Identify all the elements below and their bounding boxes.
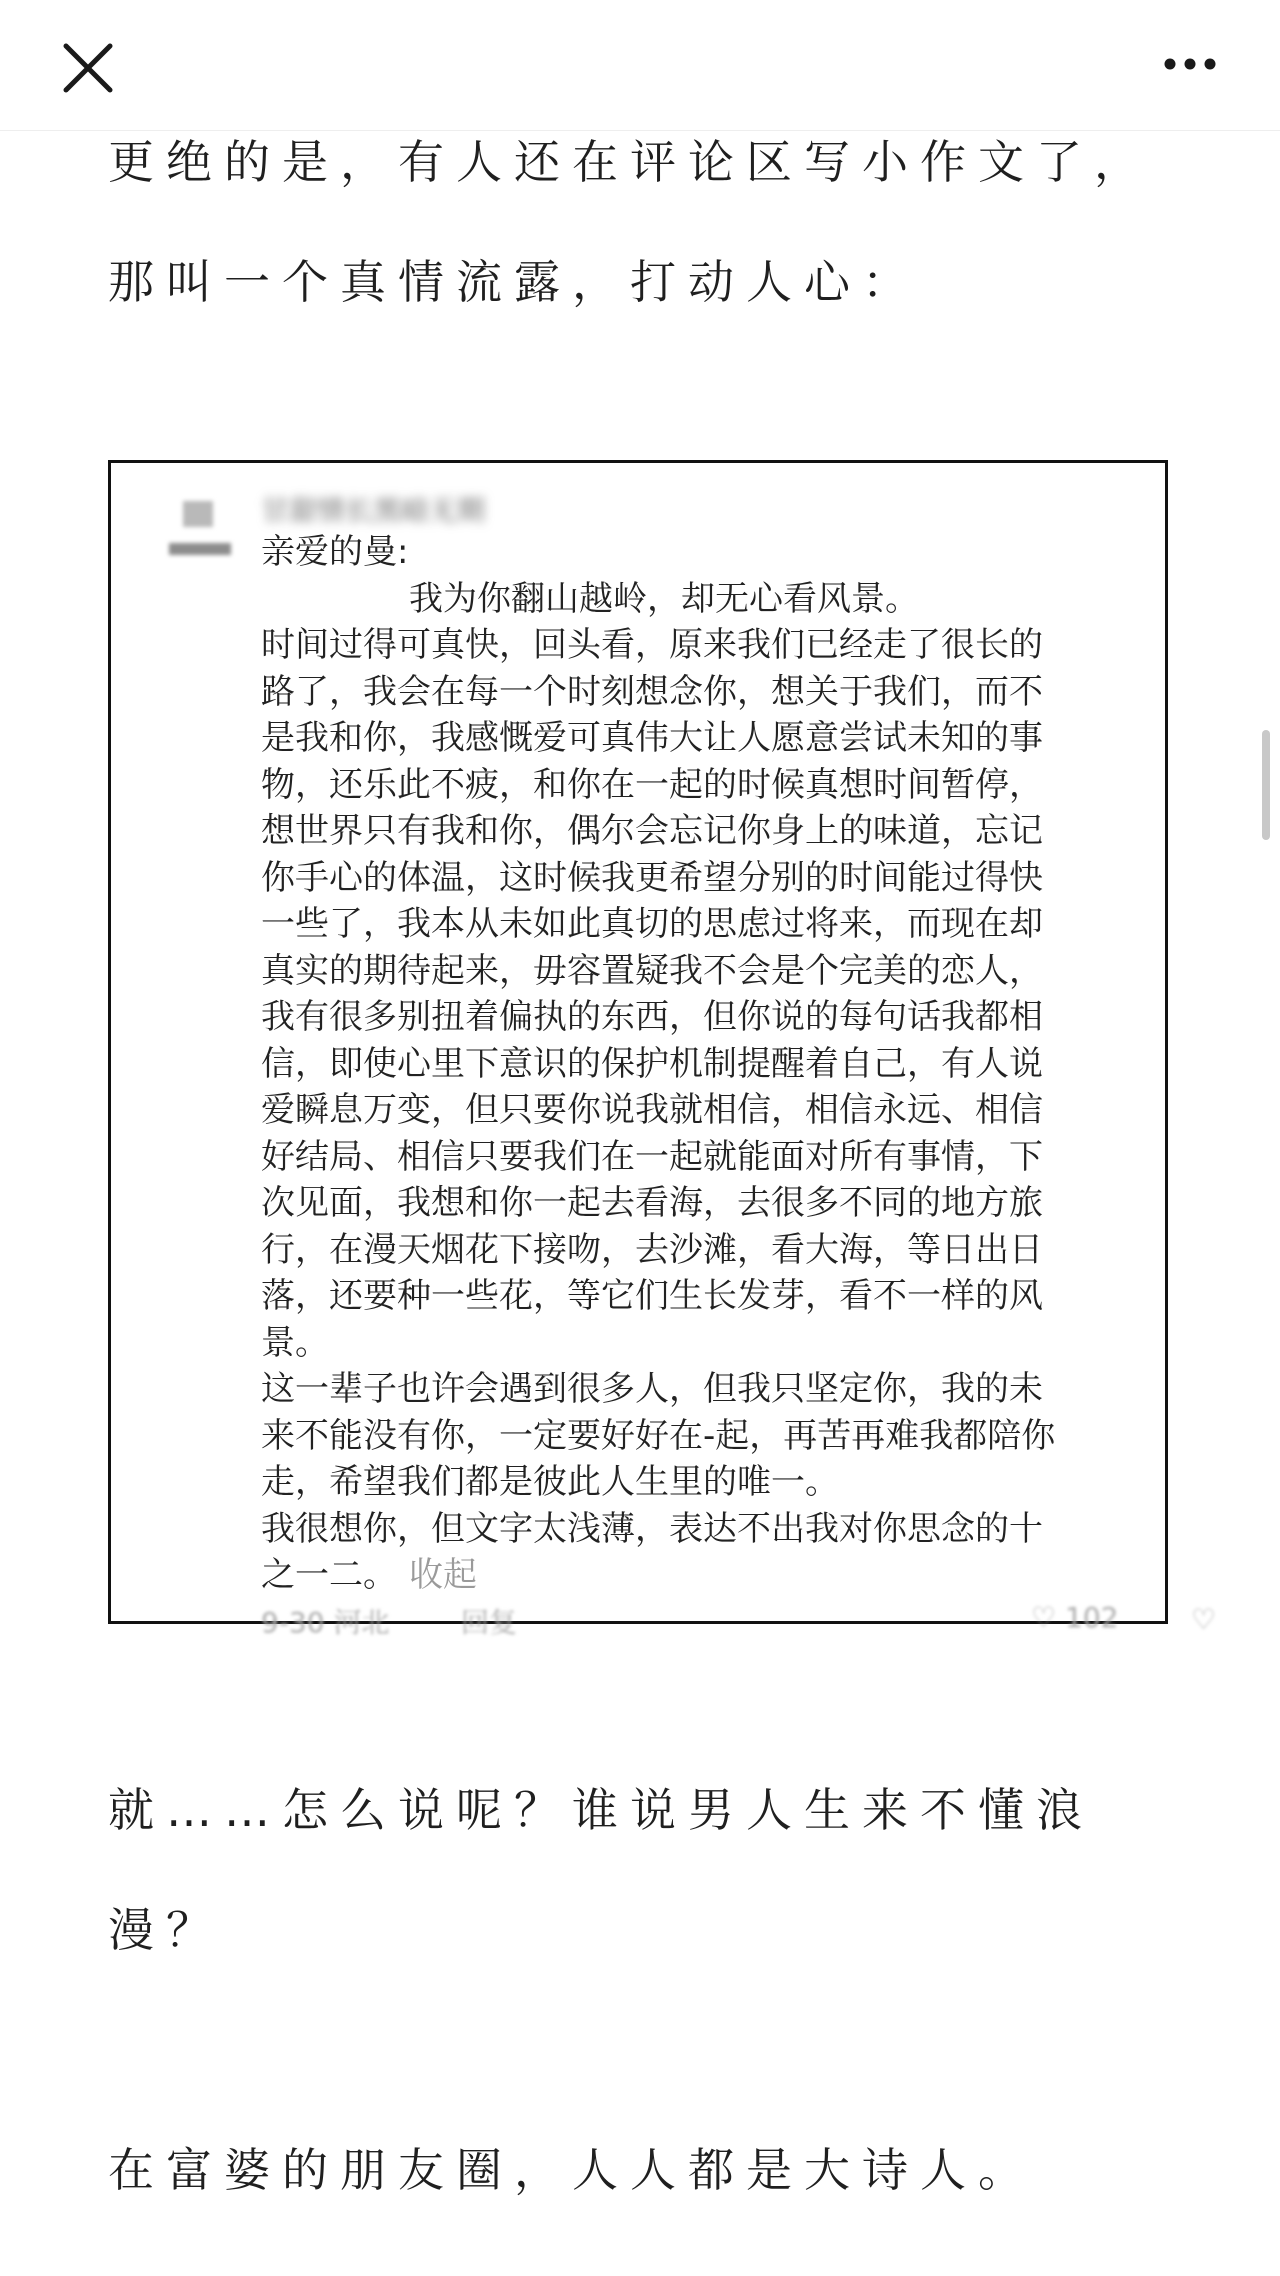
article-paragraph-1 (108, 102, 1188, 342)
comment-line (261, 1087, 1131, 1134)
comment-line (261, 1320, 1131, 1367)
comment-line-text: 真实的期待起来，毋容置疑我不会是个完美的恋人， (261, 950, 1043, 991)
comment-line-text: 时间过得可真快，回头看，原来我们已经走了很长的 (261, 625, 1043, 665)
comment-line-text: 景。 (261, 1322, 329, 1363)
heart-icon[interactable]: ♡ (1191, 1603, 1217, 1636)
comment-line-text: 信，即使心里下意识的保护机制提醒着自己，有人说 (261, 1043, 1043, 1084)
embedded-comment-screenshot (108, 460, 1217, 1639)
comment-line (261, 1041, 1131, 1088)
comment-line-text: 爱瞬息万变，但只要你说我就相信，相信永远、相信 (261, 1090, 1043, 1130)
article-paragraph-3 (108, 2110, 1188, 2230)
comment-line (261, 715, 1131, 762)
comment-line (261, 622, 1131, 669)
comment-line (261, 1227, 1131, 1274)
comment-line-text: 这一辈子也许会遇到很多人，但我只坚定你，我的未 (261, 1369, 1043, 1409)
comment-line (261, 1134, 1131, 1181)
comment-line (261, 1459, 1131, 1506)
like-button[interactable]: ♡ 102 (1031, 1601, 1119, 1634)
comment-line (261, 1273, 1131, 1320)
collapse-link[interactable]: 收起 (409, 1555, 477, 1595)
comment-line-text: 路了，我会在每一个时刻想念你，想关于我们，而不 (261, 671, 1043, 712)
comment-line (261, 855, 1131, 902)
paragraph-line: 就……怎么说呢？谁说男人生来不懂浪 (108, 1783, 1094, 1837)
comment-line-text: 我有很多别扭着偏执的东西，但你说的每句话我都相 (261, 997, 1043, 1037)
comment-line-text: 我很想你，但文字太浅薄，表达不出我对你思念的十 (261, 1508, 1043, 1549)
comment-footer (261, 1601, 1217, 1641)
comment-line (261, 1506, 1131, 1553)
comment-line-text: 一些了，我本从未如此真切的思虑过将来，而现在却 (261, 904, 1043, 944)
comment-line-text: 想世界只有我和你，偶尔会忘记你身上的味道，忘记 (261, 811, 1043, 851)
comment-line (261, 808, 1131, 855)
comment-line-text: 亲爱的曼: (261, 532, 409, 572)
comment-line (261, 948, 1131, 995)
comment-line (261, 529, 1131, 576)
comment-line-text: 之一二。 (261, 1555, 397, 1595)
comment-line-text: 次见面，我想和你一起去看海，去很多不同的地方旅 (261, 1183, 1043, 1223)
paragraph-line: 那叫一个真情流露，打动人心： (108, 255, 920, 309)
close-icon[interactable] (48, 28, 128, 108)
comment-line (261, 1552, 1131, 1599)
blurred-username: 甘甜情长黑暗无期 (261, 494, 486, 527)
comment-line-text: 行，在漫天烟花下接吻，去沙滩，看大海，等日出日 (261, 1229, 1043, 1270)
comment-line-text: 走，希望我们都是彼此人生里的唯一。 (261, 1462, 839, 1502)
comment-line (261, 669, 1131, 716)
paragraph-line: 在富婆的朋友圈，人人都是大诗人。 (108, 2143, 1036, 2197)
comment-line-text: 是我和你，我感慨爱可真伟大让人愿意尝试未知的事 (261, 718, 1043, 758)
reply-button[interactable]: 回复 (461, 1606, 518, 1639)
comment-text (261, 529, 1131, 1599)
comment-line (261, 901, 1131, 948)
comment-line (261, 576, 1131, 623)
more-options-button[interactable] (1140, 28, 1240, 108)
comment-line (261, 1180, 1131, 1227)
article-paragraph-2 (108, 1750, 1188, 1990)
avatar (169, 499, 227, 557)
comment-meta: 9-30 河北 (261, 1606, 390, 1639)
more-icon[interactable] (1140, 28, 1240, 108)
comment-line-text: 来不能没有你，一定要好好在-起，再苦再难我都陪你 (261, 1415, 1056, 1456)
scrollbar[interactable] (1262, 730, 1270, 840)
comment-line-text: 好结局、相信只要我们在一起就能面对所有事情，下 (261, 1136, 1043, 1177)
paragraph-line: 漫？ (108, 1903, 224, 1957)
comment-line-text: 你手心的体温，这时候我更希望分别的时间能过得快 (261, 857, 1043, 898)
paragraph-line: 更绝的是，有人还在评论区写小作文了， (108, 135, 1152, 189)
close-button[interactable] (48, 28, 128, 108)
comment-line (261, 1366, 1131, 1413)
comment-line-text: 物，还乐此不疲，和你在一起的时候真想时间暂停， (261, 764, 1043, 805)
comment-line-text: 落，还要种一些花，等它们生长发芽，看不一样的风 (261, 1276, 1043, 1316)
comment-line (261, 762, 1131, 809)
comment-line (261, 994, 1131, 1041)
comment-line-text: 我为你翻山越岭，却无心看风景。 (409, 578, 919, 619)
comment-line (261, 1413, 1131, 1460)
